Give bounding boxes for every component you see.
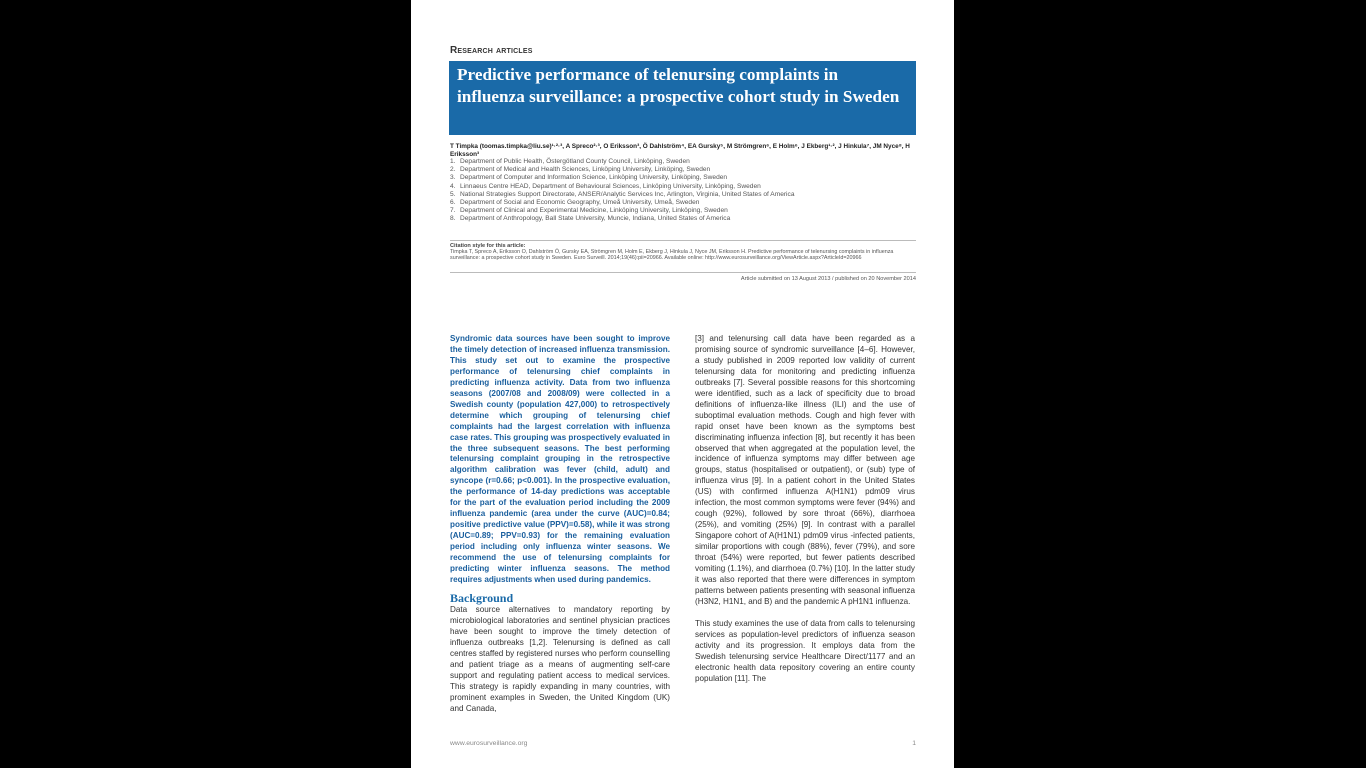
affiliation-item bbox=[450, 215, 917, 223]
body-paragraph: [3] and telenursing call data have been regarded as a promising source of syndromic surveillance [4–6]. However, a study published in 2009 reported low validity of current telenursing data for monitoring and predicting influenza outbreaks [7]. Several possible reasons for this shortcoming were identified, such as a lack of specificity due to broad definitions of influenza-like illness (ILI) and the use of suboptimal evaluation methods. Cough and high fever with rapid onset have been known as the symptoms best discriminating influenza infection [8], but recently it has been observed that when aggregated at the population level, the incidence of influenza symptoms may differ between age groups, status (hospitalised or outpatient), or (sub) type of influenza virus [9]. In a patient cohort in the United States (US) with confirmed influenza A(H1N1) pdm09 virus infection, the most common symptoms were fever (94%) and cough (92%), followed by sore throat (66%), diarrhoea (25%), and vomiting (25%) [9]. In contrast with a parallel Singapore cohort of A(H1N1) pdm09 virus -infected patients, similar proportions with cough (88%), fever (79%), and sore throat (54%) were reported, but fewer patients described vomiting (1.1%), and diarrhoea (0.7%) [10]. In the latter study it was also reported that there were differences in symptom patterns between patients presenting with seasonal influenza (H3N2, H1N1, and B) and the pandemic A pH1N1 influenza. bbox=[695, 334, 915, 606]
left-column bbox=[450, 334, 670, 714]
article-page bbox=[411, 0, 954, 768]
affiliation-number: 7. bbox=[450, 207, 456, 215]
affiliation-text: Department of Clinical and Experimental Medicine, Linköping University, Linköping, Sweden bbox=[460, 207, 728, 215]
affiliation-item bbox=[450, 166, 917, 174]
background-heading: Background bbox=[450, 590, 514, 605]
page-number: 1 bbox=[912, 740, 916, 747]
affiliation-item bbox=[450, 174, 917, 182]
footer-url[interactable]: www.eurosurveillance.org bbox=[450, 740, 528, 747]
affiliation-list bbox=[450, 158, 917, 224]
affiliation-number: 4. bbox=[450, 182, 456, 190]
citation-heading: Citation style for this article: bbox=[450, 243, 526, 249]
affiliation-number: 6. bbox=[450, 199, 456, 207]
affiliation-number: 1. bbox=[450, 158, 456, 165]
affiliation-text: Department of Public Health, Östergötland County Council, Linköping, Sweden bbox=[460, 158, 690, 165]
body-paragraph: This study examines the use of data from calls to telenursing services as population-level predictors of influenza season activity and its progression. It employs data from the Swedish telenursing service Healthcare Direct/1177 and an electronic health data repository covering an entire county population [11]. The bbox=[695, 618, 915, 683]
affiliation-text: Department of Social and Economic Geography, Umeå University, Umeå, Sweden bbox=[460, 199, 700, 207]
affiliation-number: 8. bbox=[450, 215, 456, 223]
affiliation-text: National Strategies Support Directorate, ANSER/Analytic Services Inc, Arlington, Virginia, United States of America bbox=[460, 190, 795, 198]
affiliation-text: Linnaeus Centre HEAD, Department of Behavioural Sciences, Linköping University, Linköping, Sweden bbox=[460, 182, 761, 190]
affiliation-text: Department of Computer and Information Science, Linköping University, Linköping, Sweden bbox=[460, 174, 728, 182]
section-label: Research articles bbox=[450, 45, 533, 56]
affiliation-item bbox=[450, 191, 917, 199]
background-text: Data source alternatives to mandatory reporting by microbiological laboratories and sentinel physician practices have been sought to improve the timely detection of influenza outbreaks [1,2]. Telenursing is defined as call centres staffed by registered nurses who perform counselling and patient triage as a means of augmenting self-care support and regulating patient access to medical services. This strategy is rapidly expanding in many countries, with prominent examples in Sweden, the United Kingdom (UK) and Canada, bbox=[450, 604, 670, 713]
affiliation-number: 2. bbox=[450, 166, 456, 174]
affiliation-number: 3. bbox=[450, 174, 456, 182]
citation-text: Timpka T, Spreco A, Eriksson O, Dahlström Ö, Gursky EA, Strömgren M, Holm E, Ekberg J, Hinkula J, Nyce JM, Eriksson H. Predictive performance of telenursing complaints in influenza surveillance: a prospective cohort study in Sweden. Euro Surveill. 2014;19(46):pii=20966. Available online: http://www.eurosurveillance.org/ViewArticle.aspx?ArticleId=20966 bbox=[450, 249, 894, 262]
affiliation-item bbox=[450, 207, 917, 215]
affiliation-item bbox=[450, 199, 917, 207]
submission-dates: Article submitted on 13 August 2013 / published on 20 November 2014 bbox=[740, 276, 916, 282]
divider bbox=[450, 240, 916, 241]
abstract-text: Syndromic data sources have been sought to improve the timely detection of increased influenza transmission. This study set out to examine the prospective performance of telenursing chief complaints in predicting influenza activity. Data from two influenza seasons (2007/08 and 2008/09) were collected in a Swedish county (population 427,000) to retrospectively determine which grouping of telenursing chief complaints had the largest correlation with influenza case rates. This grouping was prospectively evaluated in the three subsequent seasons. The best performing telenursing complaint grouping in the retrospective algorithm calibration was fever (child, adult) and syncope (r=0.66; p<0.001). In the prospective evaluation, the performance of 14-day predictions was acceptable for the part of the evaluation period including the 2009 influenza pandemic (area under the curve (AUC)=0.84; positive predictive value (PPV)=0.58), while it was strong (AUC=0.89; PPV=0.93) for the remaining evaluation period including only influenza winter seasons. We recommend the use of telenursing complaints for predicting winter influenza seasons. The method requires adjustments when used during pandemics. bbox=[450, 334, 670, 584]
affiliation-text: Department of Medical and Health Sciences, Linköping University, Linköping, Sweden bbox=[460, 166, 711, 174]
article-title: Predictive performance of telenursing complaints in influenza surveillance: a prospective cohort study in Sweden bbox=[457, 65, 900, 106]
affiliation-item bbox=[450, 183, 917, 191]
author-list: T Timpka (toomas.timpka@liu.se)¹·²·³, A Spreco²·³, O Eriksson³, Ö Dahlström⁴, EA Gursky⁵, M Strömgren⁶, E Holm⁶, J Ekberg¹·², J Hinkula⁷, JM Nyce⁸, H Eriksson³ bbox=[450, 143, 910, 159]
title-banner bbox=[449, 61, 916, 135]
affiliation-text: Department of Anthropology, Ball State University, Muncie, Indiana, United States of America bbox=[460, 215, 731, 223]
divider bbox=[450, 272, 916, 273]
right-column bbox=[695, 334, 915, 685]
affiliation-number: 5. bbox=[450, 190, 456, 198]
affiliation-item bbox=[450, 158, 917, 166]
